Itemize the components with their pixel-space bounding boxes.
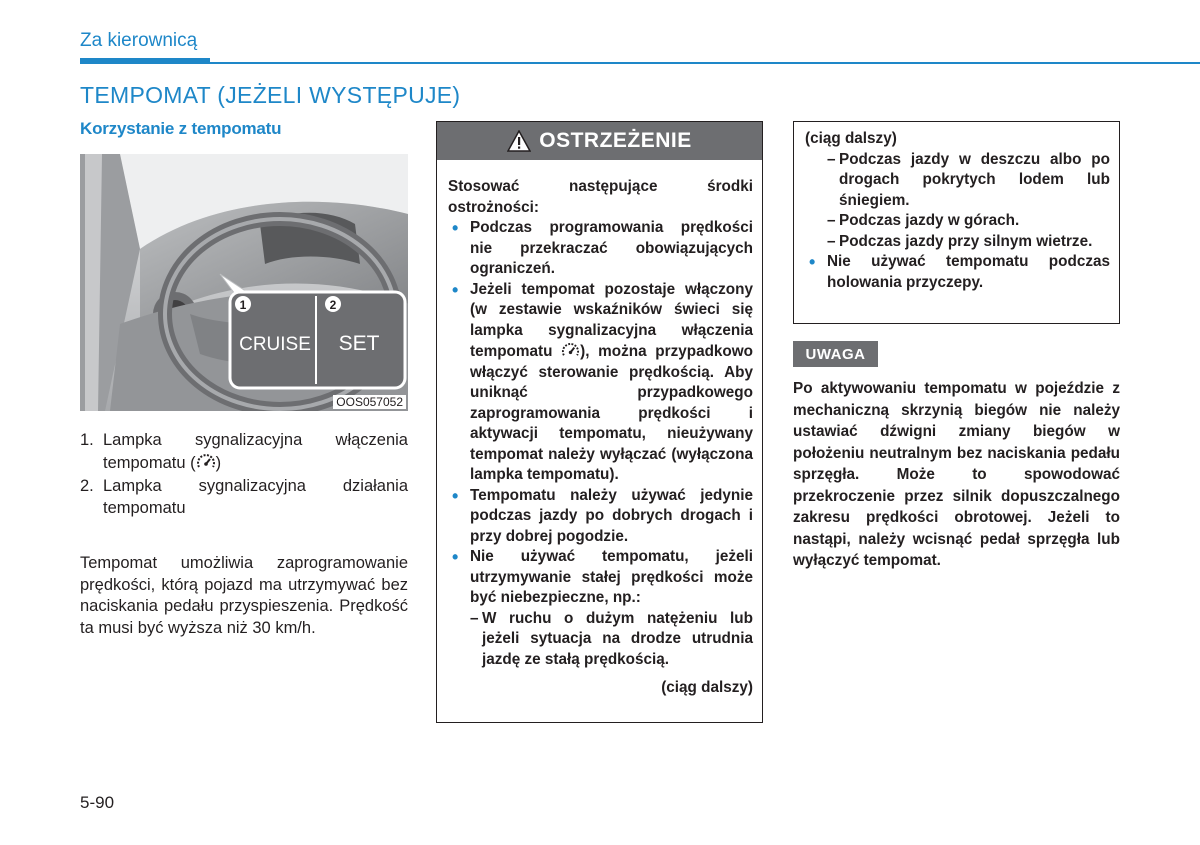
warning-bullet-text: Jeżeli tempomat pozostaje włączony (w zestawie wskaźników świeci się lampka sygnalizacyjna włączenia tempomatu [470,280,753,360]
continuation-content [805,129,1110,293]
warning-bullet: • Tempomatu należy używać jedynie podczas jazdy po dobrych drogach i przy dobrej pogodzie. [448,486,753,548]
cruise-button-label: CRUISE [239,334,311,355]
continuation-dash-item [805,150,1110,212]
continuation-dash-item [805,232,1110,253]
dash-mark: – [827,150,836,168]
warning-triangle-icon [507,130,531,152]
note-text: Po aktywowaniu tempomatu w pojeździe z mechaniczną skrzynią biegów nie należy ustawiać dźwigni zmiany biegów w położeniu neutralnym bez naciskania pedału sprzęgła. Może to spowodować przekroczenie przez silnik dopuszczalnego zakresu prędkości obrotowej. Jeżeli to nastąpi, należy wcisnąć pedał sprzęgła lub wyłączyć tempomat. [793,380,1120,569]
warning-title: OSTRZEŻENIE [539,129,692,152]
warning-bullet-text-end: ), można przypadkowo włączyć sterowanie prędkością. Aby uniknąć przypadkowego zaprogramowania prędkości i aktywacji tempomatu, nieużywany tempomat należy wyłączać (wyłączona lampka tempomatu). [470,343,754,483]
caption-text: Lampka sygnalizacyjna działania tempomatu [103,477,408,517]
note-badge: UWAGA [793,341,878,367]
continuation-title: (ciąg dalszy) [805,130,897,147]
dashboard-illustration [80,154,408,411]
warning-bullet: • Podczas programowania prędkości nie przekraczać obowiązujących ograniczeń. [448,218,753,280]
steering-wheel-drawing [80,154,408,411]
continuation-bullet: • Nie używać tempomatu podczas holowania przyczepy. [805,252,1110,293]
set-button-label: SET [338,332,380,355]
intro-paragraph: Tempomat umożliwia zaprogramowanie prędkości, którą pojazd ma utrzymywać bez naciskania pedału przyspieszenia. Prędkość ta musi być wyższa niż 30 km/h. [80,554,408,637]
cruise-indicator-icon [561,341,580,360]
warning-box [436,121,763,723]
dash-text: Podczas jazdy w deszczu albo po drogach pokrytych lodem lub śniegiem. [839,150,1110,209]
dash-mark: – [827,212,836,229]
section-tab-underline [80,58,210,64]
dash-text: W ruchu o dużym natężeniu lub jeżeli sytuacja na drodze utrudnia jazdę ze stałą prędkością. [482,609,753,668]
dash-text: Podczas jazdy przy silnym wietrze. [839,232,1093,250]
warning-dash-item [448,609,753,671]
continuation-dash-item [805,211,1110,232]
page-title: TEMPOMAT (JEŻELI WYSTĘPUJE) [80,82,461,108]
warning-bullet: • Nie używać tempomatu, jeżeli utrzymywanie stałej prędkości może być niebezpieczne, np.: [448,547,753,609]
continued-label: (ciąg dalszy) [661,679,753,696]
figure-code: OOS057052 [333,395,406,409]
warning-bullet [448,280,753,486]
warning-content [448,177,753,699]
section-tab: Za kierownicą [80,30,198,51]
warning-lead: Stosować następujące środki ostrożności: [448,178,753,216]
caption-text-end: ) [215,453,222,472]
dash-mark: – [827,232,836,250]
caption-item-2 [80,476,408,519]
caption-text: Lampka sygnalizacyjna włączenia tempomatu ( [103,431,408,472]
warning-header [437,122,762,160]
caption-number: 1. [80,431,94,449]
callout-marker-1: 1 [239,298,247,312]
section-subtitle: Korzystanie z tempomatu [80,119,282,138]
header-rule [80,62,1200,64]
dash-text: Podczas jazdy w górach. [839,212,1020,229]
figure-caption-list [80,430,408,521]
callout-marker-2: 2 [329,298,337,312]
page-number: 5-90 [80,793,115,812]
caption-item-1 [80,430,408,474]
cruise-indicator-icon [196,452,216,472]
warning-continuation-box [793,121,1120,324]
dash-mark: – [470,609,479,627]
caption-number: 2. [80,477,94,495]
